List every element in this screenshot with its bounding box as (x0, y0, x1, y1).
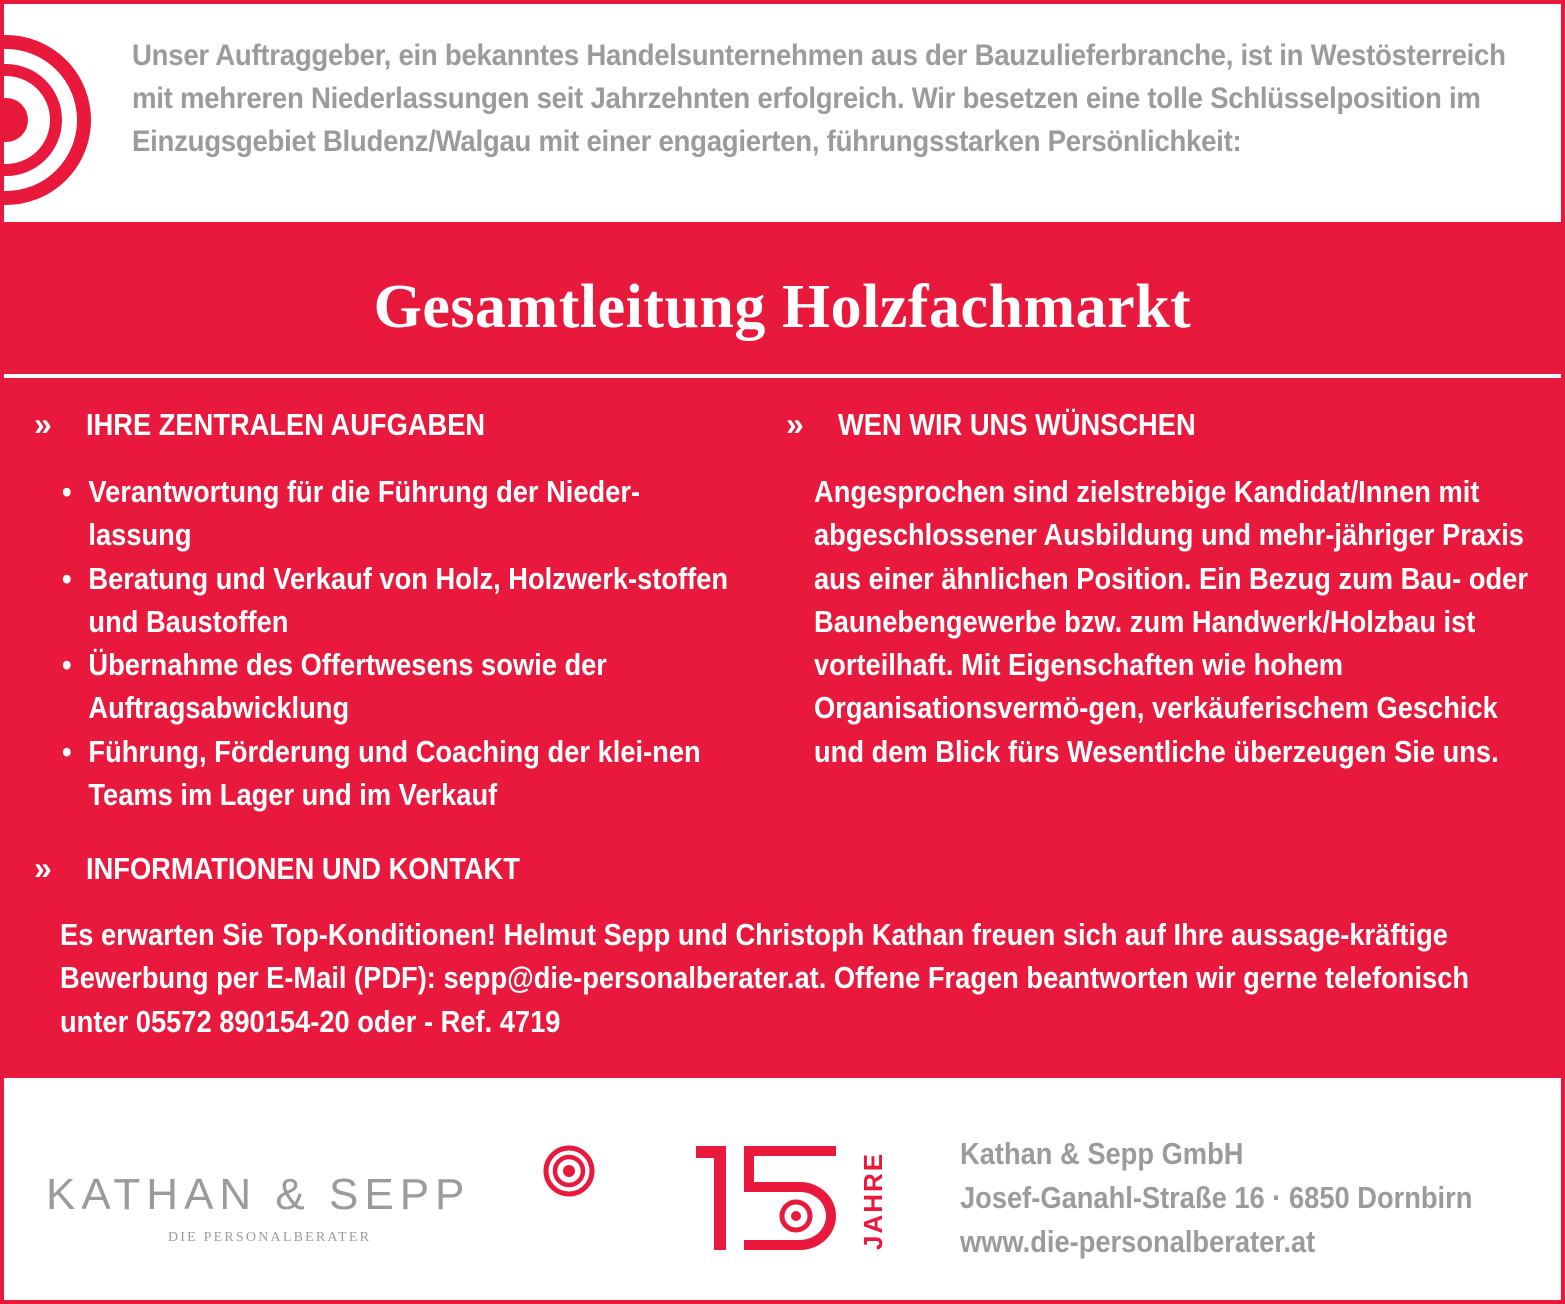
company-logo-tagline: DIE PERSONALBERATER (168, 1230, 372, 1245)
footer (4, 1078, 1561, 1304)
title-band (4, 222, 1561, 374)
intro-section (4, 4, 1561, 222)
anniversary-word: JAHRE (858, 1151, 888, 1250)
list-item (62, 730, 731, 817)
list-item (62, 470, 731, 557)
digit-one-shape (696, 1146, 726, 1250)
bullet-icon: • (62, 647, 72, 683)
company-name: Kathan & Sepp GmbH (960, 1136, 1244, 1171)
list-item-text: Verantwortung für die Führung der Nieder-lassung (88, 474, 641, 553)
bullet-icon: • (62, 733, 72, 769)
company-address: Josef-Ganahl-Straße 16 · 6850 Dornbirn (960, 1180, 1473, 1215)
contact-text: Es erwarten Sie Top-Konditionen! Helmut Sepp und Christoph Kathan freuen sich auf Ihre aussage-kräftige Bewerbung per E-Mail (PDF): sepp@die-personalberater.at. Offene Fragen beantworten wir gerne telefonisch unter 05572 890154-20 oder - Ref. 4719 (60, 917, 1470, 1039)
bullet-icon: • (62, 474, 72, 509)
contact-heading-label: INFORMATIONEN UND KONTAKT (86, 850, 520, 886)
digit-five-shape (744, 1146, 836, 1250)
double-chevron-icon: » (786, 406, 800, 442)
list-item-text: Führung, Förderung und Coaching der klei-nen Teams im Lager und im Verkauf (88, 733, 701, 813)
tasks-heading (34, 406, 540, 443)
anniversary-number: 15 (692, 1138, 694, 1139)
contact-heading (34, 850, 579, 887)
company-website[interactable]: www.die-personalberater.at (960, 1224, 1316, 1259)
tasks-list (62, 470, 731, 816)
anniversary-badge (692, 1138, 892, 1258)
content-section (4, 378, 1561, 1078)
profile-heading (786, 406, 1244, 443)
list-item-text: Übernahme des Offertwesens sowie der Auftragsabwicklung (88, 647, 607, 726)
list-item-text: Beratung und Verkauf von Holz, Holzwerk-stoffen und Baustoffen (88, 560, 729, 639)
list-item (62, 557, 731, 644)
target-icon (0, 30, 96, 210)
double-chevron-icon: » (34, 850, 48, 886)
company-contact-block (960, 1132, 1472, 1264)
tasks-heading-label: IHRE ZENTRALEN AUFGABEN (86, 406, 486, 442)
profile-text: Angesprochen sind zielstrebige Kandidat/Innen mit abgeschlossener Ausbildung und mehr-jähriger Praxis aus einer ähnlichen Position. Ein Bezug zum Bau- oder Baunebengewerbe bzw. zum Handwerk/Holzbau ist vorteilhaft. Mit Eigenschaften wie hohem Organisationsvermö-gen, verkäuferischem Geschick und dem Blick fürs Wesentliche überzeugen Sie uns. (814, 474, 1528, 769)
list-item (62, 643, 731, 730)
target-icon (542, 1144, 596, 1198)
job-title: Gesamtleitung Holzfachmarkt (373, 273, 1192, 341)
double-chevron-icon: » (34, 406, 48, 442)
profile-heading-label: WEN WIR UNS WÜNSCHEN (838, 406, 1196, 442)
bullet-icon: • (62, 560, 72, 596)
company-logo-name: KATHAN & SEPP (46, 1170, 471, 1219)
intro-text: Unser Auftraggeber, ein bekanntes Handelsunternehmen aus der Bauzulieferbranche, ist in Westösterreich mit mehreren Niederlassungen seit Jahrzehnten erfolgreich. Wir besetzen eine tolle Schlüsselposition im Einzugsgebiet Bludenz/Walgau mit einer engagierten, führungsstarken Persönlichkeit: (132, 39, 1506, 158)
